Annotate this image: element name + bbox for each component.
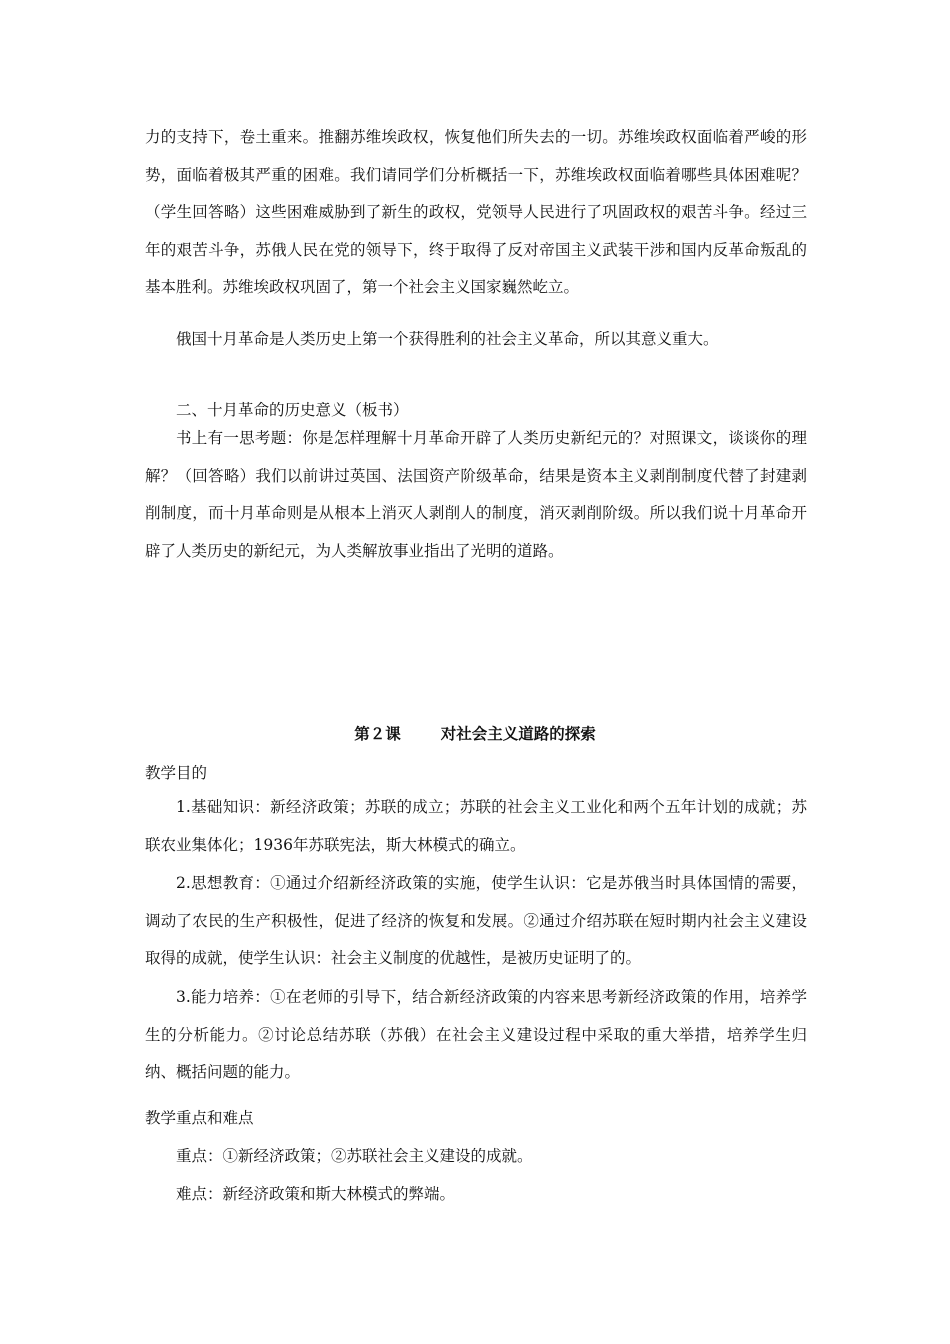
- key-point-difficulty: 难点：新经济政策和斯大林模式的弊端。: [176, 1185, 456, 1203]
- key-point-focus: 重点：①新经济政策；②苏联社会主义建设的成就。: [176, 1147, 533, 1165]
- lesson-name: 对社会主义道路的探索: [440, 724, 596, 743]
- section-two-paragraph: 书上有一思考题：你是怎样理解十月革命开辟了人类历史新纪元的？对照课文，谈谈你的理解？（回答略）我们以前讲过英国、法国资产阶级革命，结果是资本主义剥削制度代替了封建剥削制度，而十月革命则是从根本上消灭人剥削人的制度，消灭剥削阶级。所以我们说十月革命开辟了人类历史的新纪元，为人类解放事业指出了光明的道路。: [145, 429, 807, 560]
- revolution-significance-paragraph: 俄国十月革命是人类历史上第一个获得胜利的社会主义革命，所以其意义重大。: [176, 330, 719, 348]
- key-points-heading: 教学重点和难点: [145, 1109, 254, 1127]
- goal-item-ability-training: 3.能力培养：①在老师的引导下，结合新经济政策的内容来思考新经济政策的作用，培养学生的分析能力。②讨论总结苏联（苏俄）在社会主义建设过程中采取的重大举措，培养学生归纳、概括问题的能力。: [145, 988, 807, 1082]
- goal-item-ideological-education: 2.思想教育：①通过介绍新经济政策的实施，使学生认识：它是苏俄当时具体国情的需要，调动了农民的生产积极性，促进了经济的恢复和发展。②通过介绍苏联在短时期内社会主义建设取得的成就，使学生认识：社会主义制度的优越性，是被历史证明了的。: [145, 874, 807, 968]
- goal-item-basic-knowledge: 1.基础知识：新经济政策；苏联的成立；苏联的社会主义工业化和两个五年计划的成就；苏联农业集体化；1936年苏联宪法，斯大林模式的确立。: [145, 798, 807, 854]
- lesson-number: 第２课: [354, 724, 401, 743]
- lesson-title: [0, 722, 950, 746]
- teaching-goals-heading: 教学目的: [145, 764, 208, 782]
- intro-paragraph: 力的支持下，卷土重来。推翻苏维埃政权，恢复他们所失去的一切。苏维埃政权面临着严峻的形势，面临着极其严重的困难。我们请同学们分析概括一下，苏维埃政权面临着哪些具体困难呢？（学生回答略）这些困难威胁到了新生的政权，党领导人民进行了巩固政权的艰苦斗争。经过三年的艰苦斗争，苏俄人民在党的领导下，终于取得了反对帝国主义武装干涉和国内反革命叛乱的基本胜利。苏维埃政权巩固了，第一个社会主义国家巍然屹立。: [145, 128, 807, 297]
- section-two-heading: 二、十月革命的历史意义（板书）: [176, 401, 409, 419]
